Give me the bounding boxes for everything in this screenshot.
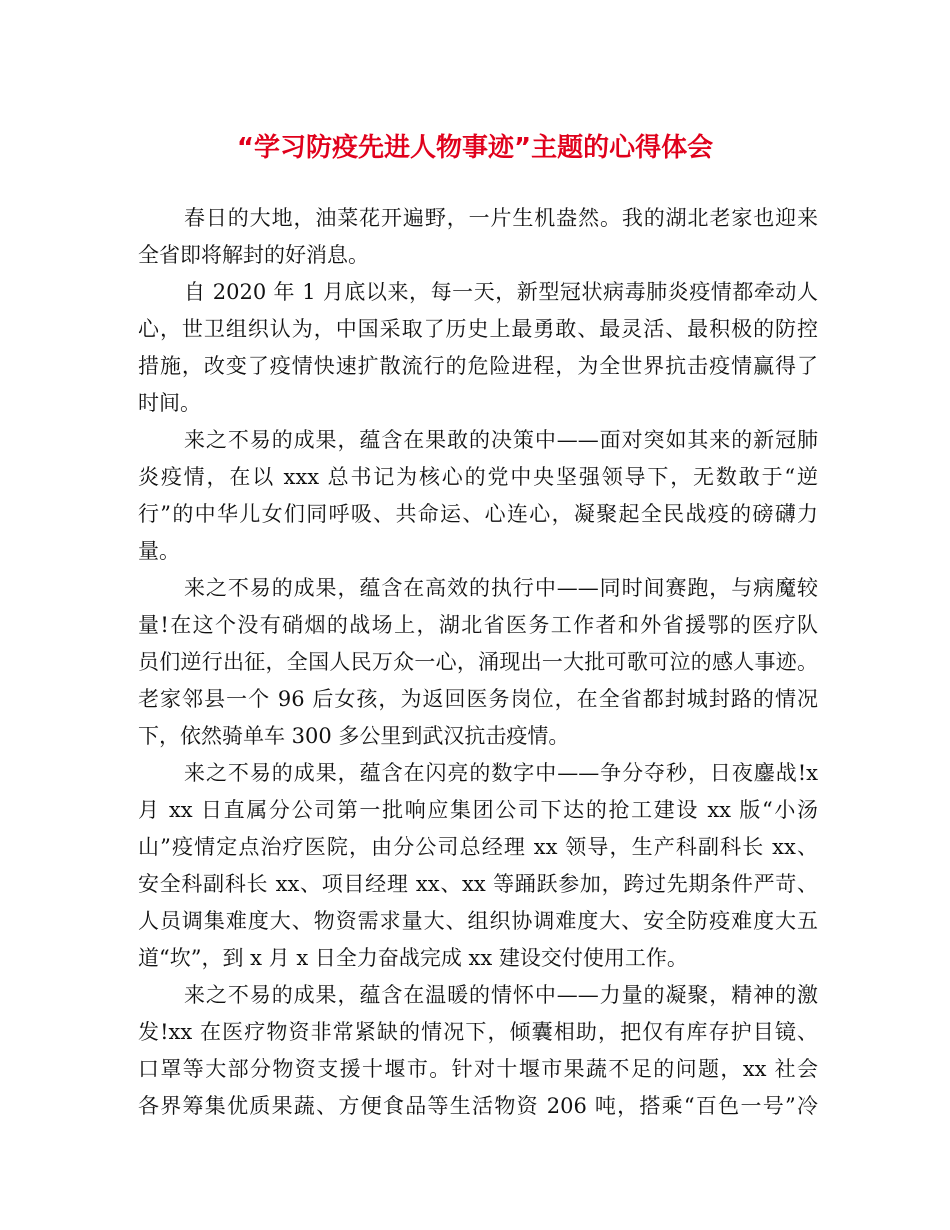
paragraph-line: 各界筹集优质果蔬、方便食品等生活物资 206 吨，搭乘“百色一号”冷 <box>138 1094 818 1118</box>
paragraph-line: 炎疫情，在以 xxx 总书记为核心的党中央坚强领导下，无数敢于“逆 <box>138 465 818 489</box>
paragraph <box>138 755 818 977</box>
paragraph-line: 行”的中华儿女们同呼吸、共命运、心连心，凝聚起全民战疫的磅礴力 <box>138 502 818 526</box>
paragraph-line: 量!在这个没有硝烟的战场上，湖北省医务工作者和外省援鄂的医疗队 <box>138 613 818 637</box>
paragraph-line: 老家邻县一个 96 后女孩，为返回医务岗位，在全省都封城封路的情况 <box>138 687 818 711</box>
paragraph-line: 道“坎”，到 x 月 x 日全力奋战完成 xx 建设交付使用工作。 <box>138 946 688 970</box>
paragraph-line: 量。 <box>138 539 180 563</box>
paragraph-line: 来之不易的成果，蕴含在果敢的决策中——面对突如其来的新冠肺 <box>184 428 818 452</box>
paragraph-line: 员们逆行出征，全国人民万众一心，涌现出一大批可歌可泣的感人事迹。 <box>138 650 818 674</box>
paragraph <box>138 570 818 755</box>
paragraph-line: 人员调集难度大、物资需求量大、组织协调难度大、安全防疫难度大五 <box>138 909 818 933</box>
paragraph-line: 来之不易的成果，蕴含在高效的执行中——同时间赛跑，与病魔较 <box>184 576 818 600</box>
paragraph-line: 春日的大地，油菜花开遍野，一片生机盎然。我的湖北老家也迎来 <box>184 206 818 230</box>
paragraph-line: 安全科副科长 xx、项目经理 xx、xx 等踊跃参加，跨过先期条件严苛、 <box>138 872 818 896</box>
paragraph-line: 口罩等大部分物资支援十堰市。针对十堰市果蔬不足的问题，xx 社会 <box>138 1057 818 1081</box>
paragraph-line: 时间。 <box>138 391 201 415</box>
paragraph-line: 下，依然骑单车 300 多公里到武汉抗击疫情。 <box>138 724 570 748</box>
paragraph-line: 全省即将解封的好消息。 <box>138 243 369 267</box>
paragraph-line: 措施，改变了疫情快速扩散流行的危险进程，为全世界抗击疫情赢得了 <box>138 354 818 378</box>
paragraph-line: 心，世卫组织认为，中国采取了历史上最勇敢、最灵活、最积极的防控 <box>138 317 818 341</box>
paragraph-line: 自 2020 年 1 月底以来，每一天，新型冠状病毒肺炎疫情都牵动人 <box>184 280 818 304</box>
paragraph-line: 来之不易的成果，蕴含在闪亮的数字中——争分夺秒，日夜鏖战!x <box>184 761 818 785</box>
paragraph-line: 发!xx 在医疗物资非常紧缺的情况下，倾囊相助，把仅有库存护目镜、 <box>138 1020 818 1044</box>
document-title: “学习防疫先进人物事迹”主题的心得体会 <box>236 133 714 163</box>
paragraph <box>138 274 818 422</box>
paragraph-line: 月 xx 日直属分公司第一批响应集团公司下达的抢工建设 xx 版“小汤 <box>138 798 818 822</box>
paragraph <box>138 200 818 274</box>
document-body <box>138 200 818 1125</box>
paragraph <box>138 422 818 570</box>
paragraph-line: 来之不易的成果，蕴含在温暖的情怀中——力量的凝聚，精神的激 <box>184 983 818 1007</box>
paragraph-line: 山”疫情定点治疗医院，由分公司总经理 xx 领导，生产科副科长 xx、 <box>138 835 818 859</box>
paragraph <box>138 977 818 1125</box>
